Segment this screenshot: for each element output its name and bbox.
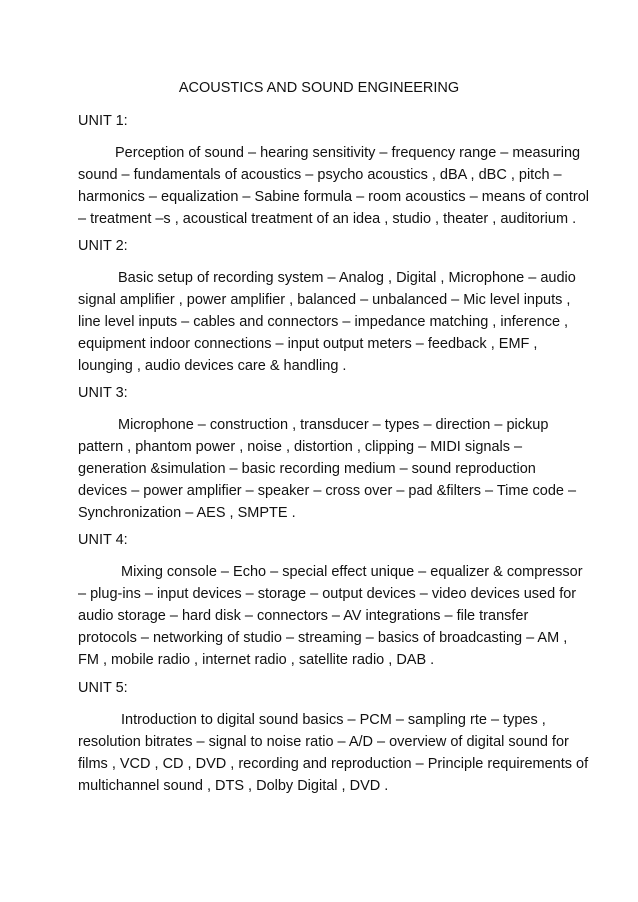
unit-2-line: Basic setup of recording system – Analog , Digital , Microphone – audio bbox=[118, 270, 576, 286]
unit-4-line: FM , mobile radio , internet radio , satellite radio , DAB . bbox=[78, 652, 435, 668]
unit-2-heading: UNIT 2: bbox=[78, 238, 128, 254]
unit-3-line: generation &simulation – basic recording medium – sound reproduction bbox=[78, 461, 536, 477]
document-title: ACOUSTICS AND SOUND ENGINEERING bbox=[178, 80, 460, 96]
unit-4-line: audio storage – hard disk – connectors – AV integrations – file transfer bbox=[78, 608, 529, 624]
unit-3-line: devices – power amplifier – speaker – cross over – pad &filters – Time code – bbox=[78, 483, 577, 499]
unit-4-line: protocols – networking of studio – streaming – basics of broadcasting – AM , bbox=[78, 630, 568, 646]
unit-3-line: pattern , phantom power , noise , distortion , clipping – MIDI signals – bbox=[78, 439, 523, 455]
unit-5-line: resolution bitrates – signal to noise ratio – A/D – overview of digital sound for bbox=[78, 734, 569, 750]
unit-2-paragraph bbox=[78, 267, 576, 377]
unit-5-line: films , VCD , CD , DVD , recording and reproduction – Principle requirements of bbox=[78, 756, 589, 772]
unit-1-line: Perception of sound – hearing sensitivity – frequency range – measuring bbox=[115, 145, 581, 161]
unit-1-line: sound – fundamentals of acoustics – psycho acoustics , dBA , dBC , pitch – bbox=[78, 167, 562, 183]
unit-4-line: – plug-ins – input devices – storage – output devices – video devices used for bbox=[78, 586, 577, 602]
unit-3-paragraph bbox=[78, 414, 577, 524]
unit-2-line: line level inputs – cables and connectors – impedance matching , inference , bbox=[78, 314, 569, 330]
unit-2-line: lounging , audio devices care & handling . bbox=[78, 358, 347, 374]
unit-5-line: Introduction to digital sound basics – PCM – sampling rte – types , bbox=[121, 712, 546, 728]
unit-2-line: equipment indoor connections – input output meters – feedback , EMF , bbox=[78, 336, 538, 352]
unit-4-paragraph bbox=[78, 561, 583, 671]
unit-1-line: harmonics – equalization – Sabine formula – room acoustics – means of control bbox=[78, 189, 589, 205]
unit-5-heading: UNIT 5: bbox=[78, 680, 128, 696]
unit-3-line: Microphone – construction , transducer – types – direction – pickup bbox=[118, 417, 549, 433]
unit-4-line: Mixing console – Echo – special effect unique – equalizer & compressor bbox=[121, 564, 583, 580]
unit-4-heading: UNIT 4: bbox=[78, 532, 128, 548]
unit-3-line: Synchronization – AES , SMPTE . bbox=[78, 505, 296, 521]
unit-1-heading: UNIT 1: bbox=[78, 113, 128, 129]
unit-1-line: – treatment –s , acoustical treatment of an idea , studio , theater , auditorium . bbox=[78, 211, 577, 227]
unit-2-line: signal amplifier , power amplifier , balanced – unbalanced – Mic level inputs , bbox=[78, 292, 571, 308]
unit-3-heading: UNIT 3: bbox=[78, 385, 128, 401]
unit-5-line: multichannel sound , DTS , Dolby Digital , DVD . bbox=[78, 778, 389, 794]
unit-5-paragraph bbox=[78, 709, 589, 797]
unit-1-paragraph bbox=[78, 142, 589, 230]
